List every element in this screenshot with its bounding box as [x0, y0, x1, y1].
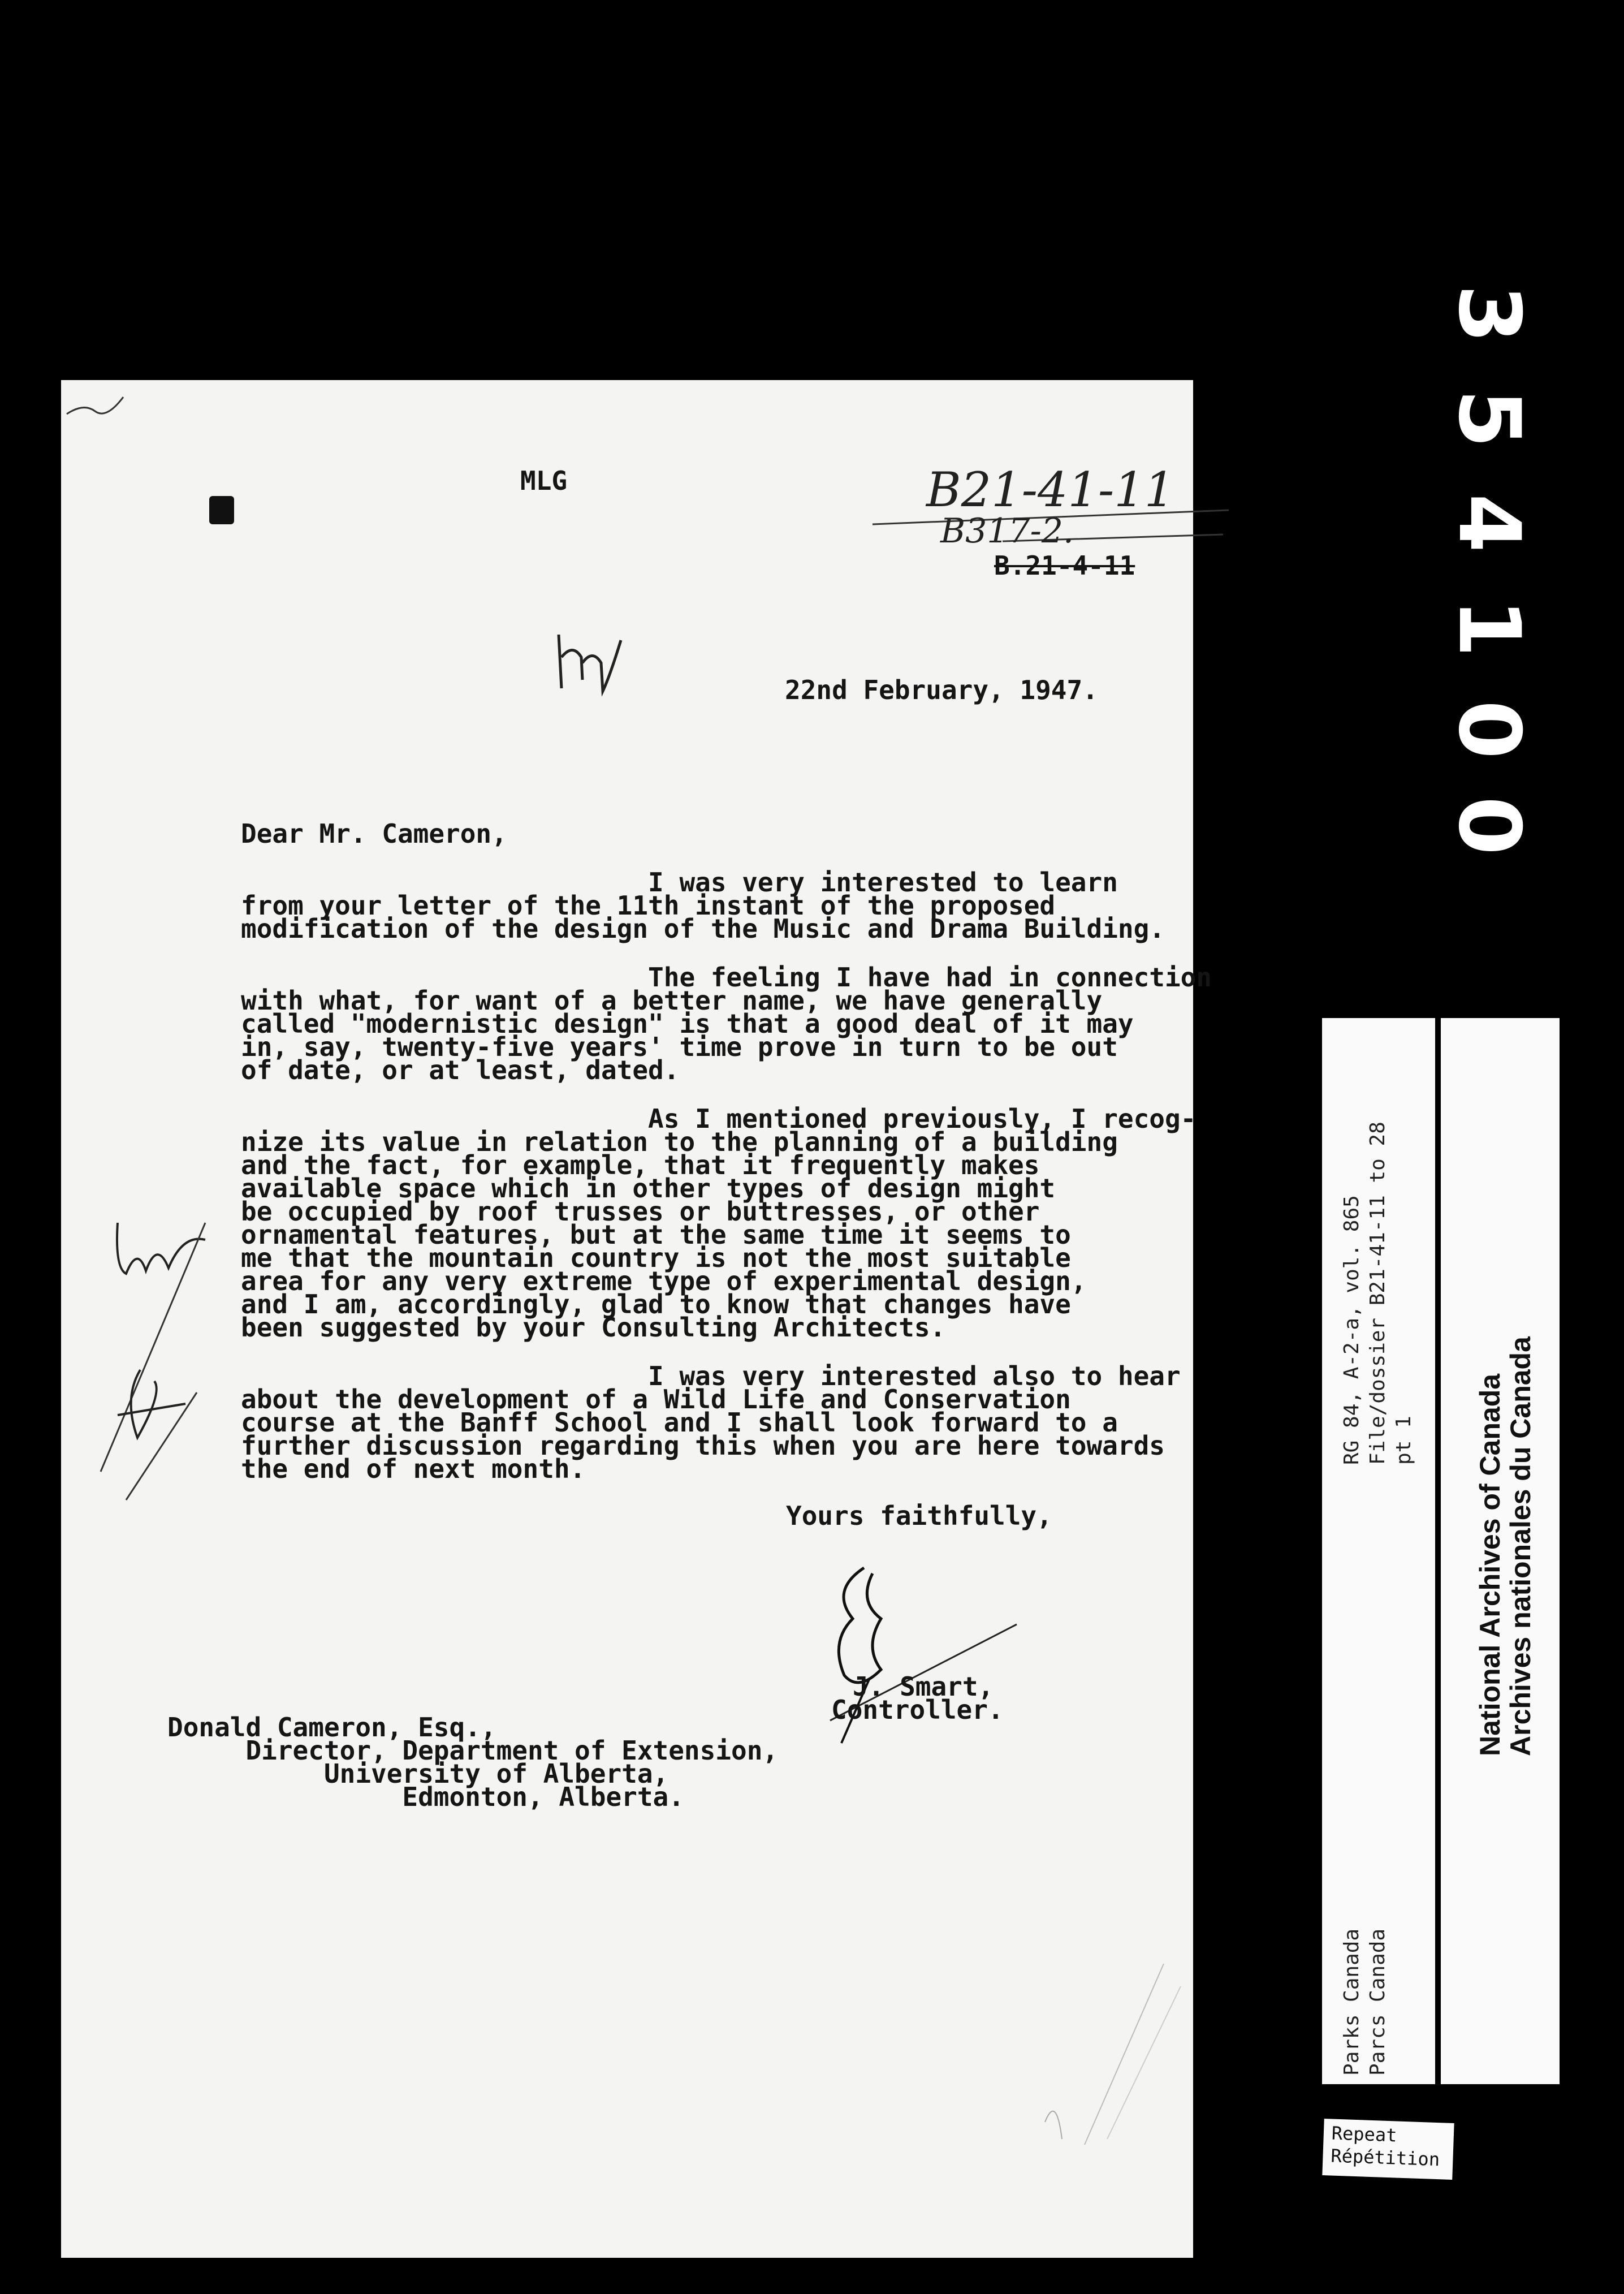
body-line: in, say, twenty-five years' time prove in turn to be out	[241, 1032, 1118, 1062]
frame-digit: 0	[1440, 700, 1538, 760]
frame-digit: 1	[1440, 598, 1538, 658]
margin-handwriting	[84, 1200, 225, 1506]
reference-line: File/dossier B21-41-11 to 28	[1366, 1122, 1389, 1465]
body-line: As I mentioned previously, I recog-	[241, 1103, 1197, 1134]
handwritten-initial-mark	[547, 623, 632, 697]
file-number-struck: B.21-4-11	[994, 550, 1135, 581]
body-line: the end of next month.	[241, 1454, 586, 1484]
address-line: Edmonton, Alberta.	[167, 1782, 684, 1812]
signer-name: J. Smart,	[853, 1671, 994, 1702]
body-line: I was very interested also to hear	[241, 1361, 1181, 1391]
body-line: from your letter of the 11th instant of the proposed	[241, 890, 1056, 921]
archives-name-fr: Archives nationales du Canada	[1505, 1336, 1536, 1756]
punch-mark	[209, 496, 234, 524]
address-line: Donald Cameron, Esq.,	[167, 1712, 496, 1743]
file-number-handwritten: B21-41-11	[926, 462, 1175, 518]
initials: MLG	[520, 465, 568, 496]
body-line: ornamental features, but at the same time it seems to	[241, 1219, 1071, 1250]
body-line: me that the mountain country is not the most suitable	[241, 1243, 1071, 1273]
body-line: and the fact, for example, that it frequently makes	[241, 1150, 1040, 1180]
body-line: course at the Banff School and I shall look forward to a	[241, 1407, 1118, 1438]
repeat-label-en: Repeat	[1331, 2122, 1398, 2146]
national-archives-label	[1441, 1018, 1560, 2084]
salutation: Dear Mr. Cameron,	[241, 818, 507, 849]
body-line: be occupied by roof trusses or buttresses, or other	[241, 1196, 1040, 1227]
body-line: area for any very extreme type of experimental design,	[241, 1266, 1087, 1296]
frame-digit: 4	[1440, 493, 1538, 553]
agency-en: Parks Canada	[1340, 1928, 1363, 2076]
letter-date: 22nd February, 1947.	[785, 675, 1098, 705]
microfilm-frame-number	[1440, 271, 1538, 877]
signer-title: Controller.	[831, 1694, 1004, 1725]
body-line: been suggested by your Consulting Architects.	[241, 1312, 946, 1343]
body-line: and I am, accordingly, glad to know that changes have	[241, 1289, 1071, 1320]
frame-digit: 5	[1440, 389, 1538, 449]
agency-fr: Parcs Canada	[1366, 1928, 1389, 2076]
body-line: available space which in other types of design might	[241, 1173, 1056, 1204]
body-line: with what, for want of a better name, we have generally	[241, 985, 1103, 1016]
body-line: of date, or at least, dated.	[241, 1055, 680, 1085]
corner-scribble	[61, 380, 129, 425]
repeat-label-fr: Répétition	[1330, 2145, 1440, 2171]
body-line: nize its value in relation to the planning of a building	[241, 1127, 1118, 1157]
body-line: further discussion regarding this when you are here towards	[241, 1430, 1165, 1461]
file-number-handwritten-2: B317-2.	[940, 511, 1074, 551]
pencil-marks	[994, 1952, 1192, 2156]
frame-digit: 0	[1440, 796, 1538, 856]
reference-line: RG 84, A-2-a, vol. 865	[1340, 1195, 1363, 1465]
closing: Yours faithfully,	[786, 1500, 1052, 1531]
archive-reference-label	[1322, 1018, 1435, 2084]
body-line: I was very interested to learn	[241, 867, 1118, 898]
body-line: modification of the design of the Music and Drama Building.	[241, 913, 1165, 944]
address-line: Director, Department of Extension,	[167, 1735, 779, 1766]
repeat-label	[1322, 2119, 1454, 2180]
archives-name-en: National Archives of Canada	[1474, 1373, 1506, 1756]
reference-line: pt 1	[1392, 1416, 1415, 1465]
address-line: University of Alberta,	[167, 1758, 669, 1789]
frame-digit: 3	[1440, 284, 1538, 344]
body-line: about the development of a Wild Life and Conservation	[241, 1384, 1071, 1415]
body-line: called "modernistic design" is that a good deal of it may	[241, 1008, 1134, 1039]
body-line: The feeling I have had in connection	[241, 962, 1212, 993]
letter-page	[61, 380, 1212, 2258]
